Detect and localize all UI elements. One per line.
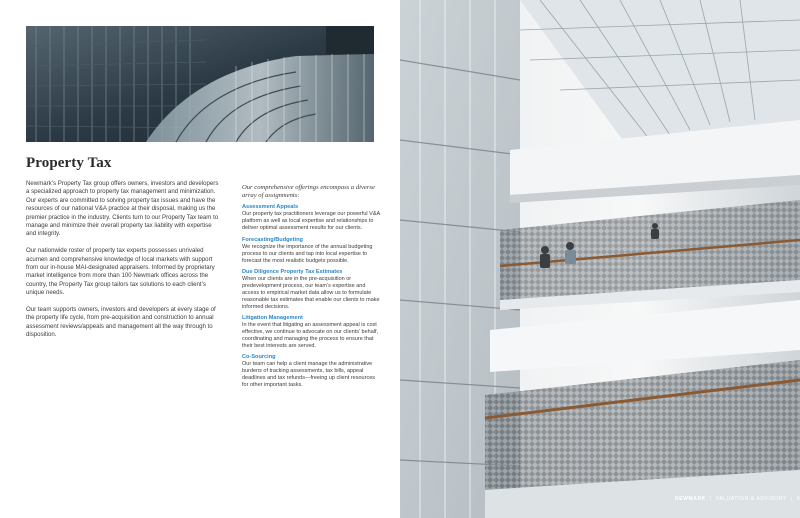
offerings-list xyxy=(242,184,382,394)
body-paragraph: Newmark’s Property Tax group offers owners, investors and developers a specialized approach to property tax management and minimization. Our experts are committed to solving property tax issues and have the resources of our national V&A practice at their disposal, making us the premier practice in the industry. Clients turn to our Property Tax team to manage and minimize their overall property tax liability with expertise and integrity. xyxy=(26,180,219,238)
offering-title: Forecasting/Budgeting xyxy=(242,236,303,243)
offering-text: When our clients are in the pre-acquisition or predevelopment process, our team’s expertise and access to empirical market data allow us to formulate reasonable tax estimates that enable our clients to make informed decisions. xyxy=(242,276,380,310)
body-paragraph: Our nationwide roster of property tax experts possesses unrivaled acumen and comprehensive knowledge of local markets with support from our in-house MAI-designated appraisers. Informed by proprietary market intelligence from more than 100 Newmark offices across the country, the Property Tax group tailors tax solutions to each client’s unique needs. xyxy=(26,247,215,297)
footer-separator: | xyxy=(709,496,712,502)
offering-text: We recognize the importance of the annual budgeting process to our clients and tap into local expertise to forecast the most realistic budgets possible. xyxy=(242,243,373,264)
offering-item xyxy=(242,269,382,311)
section-name: VALUATION & ADVISORY xyxy=(715,496,787,502)
body-paragraph: Our team supports owners, investors and developers at every stage of the property life cycle, from pre-acquisition and construction to annual assessment reviews/appeals and management all the way through to disposition. xyxy=(26,306,216,339)
offering-item xyxy=(242,354,382,389)
footer-separator: | xyxy=(790,496,793,502)
brand-name: NEWMARK xyxy=(675,496,706,502)
offering-title: Co-Sourcing xyxy=(242,354,276,361)
offering-item xyxy=(242,315,382,350)
atrium-photo xyxy=(400,0,800,518)
offering-title: Litigation Management xyxy=(242,315,303,322)
offerings-intro: Our comprehensive offerings encompass a diverse array of assignments: xyxy=(242,184,375,200)
offering-text: Our property tax practitioners leverage our powerful V&A platform as well as local expertise and relationships to deliver optimal assessment results for our clients. xyxy=(242,211,380,232)
glass-building-photo xyxy=(26,26,374,142)
offering-title: Due Diligence Property Tax Estimates xyxy=(242,269,343,276)
page-footer xyxy=(675,496,800,502)
offering-text: In the event that litigating an assessment appeal is cost effective, we continue to advocate on our clients’ behalf, coordinating and managing the process to ensure that their best interests are served. xyxy=(242,322,379,349)
offering-item xyxy=(242,204,382,232)
page-number: 9 xyxy=(796,496,800,502)
offering-title: Assessment Appeals xyxy=(242,204,299,211)
page-title: Property Tax xyxy=(26,155,112,171)
offering-text: Our team can help a client manage the administrative burdens of tracking assessments, tax bills, appeal deadlines and tax refunds—freeing up client resources for other important tasks. xyxy=(242,361,375,389)
body-copy xyxy=(26,180,222,348)
offering-item xyxy=(242,237,382,265)
